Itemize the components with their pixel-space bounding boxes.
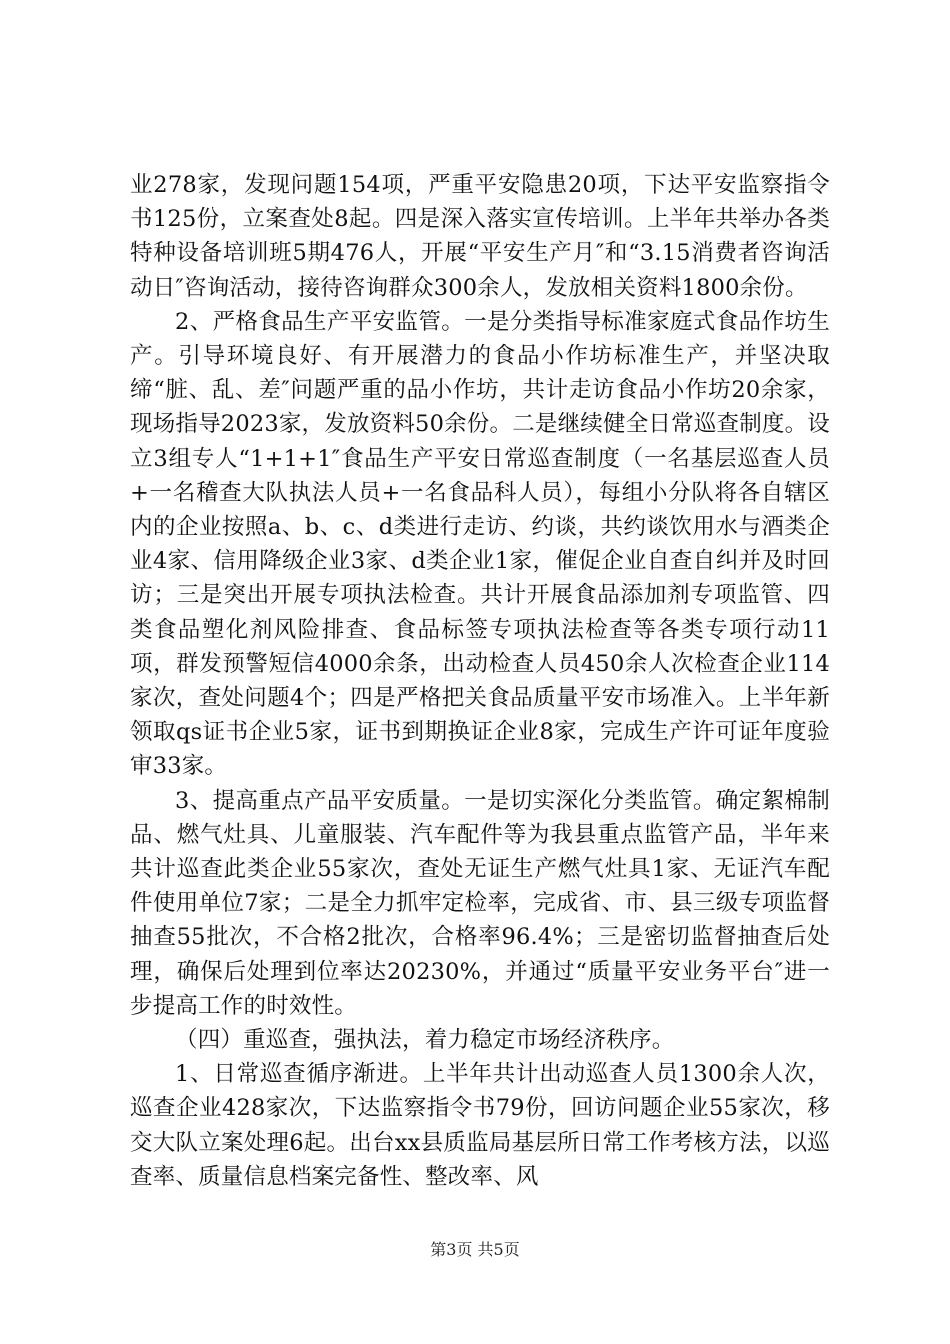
paragraph-daily-inspection: 1、日常巡查循序渐进。上半年共计出动巡查人员1300余人次，巡查企业428家次，下达监察指令书79份，回访问题企业55家次，移交大队立案处理6起。出台xx县质监局基层所日常工作考核方法，以巡查率、质量信息档案完备性、整改率、风 [130, 1061, 830, 1190]
page-number-footer: 第3页 共5页 [430, 1240, 520, 1259]
document-body [130, 168, 830, 1194]
paragraph-safety-inspection-continued: 业278家，发现问题154项，严重平安隐患20项，下达平安监察指令书125份，立案查处8起。四是深入落实宣传培训。上半年共举办各类特种设备培训班5期476人，开展“平安生产月″和“3.15消费者咨询活动日″咨询活动，接待咨询群众300余人，发放相关资料1800余份。 [130, 172, 830, 301]
paragraph-food-production-safety: 2、严格食品生产平安监管。一是分类指导标准家庭式食品作坊生产。引导环境良好、有开展潜力的食品小作坊标准生产，并坚决取缔“脏、乱、差″问题严重的品小作坊，共计走访食品小作坊20余家，现场指导2023家，发放资料50余份。二是继续健全日常巡查制度。设立3组专人“1+1+1″食品生产平安日常巡查制度（一名基层巡查人员+一名稽查大队执法人员+一名食品科人员），每组小分队将各自辖区内的企业按照a、b、c、d类进行走访、约谈，共约谈饮用水与酒类企业4家、信用降级企业3家、d类企业1家，催促企业自查自纠并及时回访；三是突出开展专项执法检查。共计开展食品添加剂专项监管、四类食品塑化剂风险排查、食品标签专项执法检查等各类专项行动11项，群发预警短信4000余条，出动检查人员450余人次检查企业114家次，查处问题4个；四是严格把关食品质量平安市场准入。上半年新领取qs证书企业5家，证书到期换证企业8家，完成生产许可证年度验审33家。 [130, 308, 830, 780]
paragraph-key-product-quality: 3、提高重点产品平安质量。一是切实深化分类监管。确定絮棉制品、燃气灶具、儿童服装、汽车配件等为我县重点监管产品，半年来共计巡查此类企业55家次，查处无证生产燃气灶具1家、无证汽车配件使用单位7家；二是全力抓牢定检率，完成省、市、县三级专项监督抽查55批次，不合格2批次，合格率96.4%；三是密切监督抽查后处理，确保后处理到位率达20230%，并通过“质量平安业务平台″进一步提高工作的时效性。 [130, 787, 830, 1019]
section-heading-market-order: （四）重巡查，强执法，着力稳定市场经济秩序。 [175, 1027, 675, 1054]
